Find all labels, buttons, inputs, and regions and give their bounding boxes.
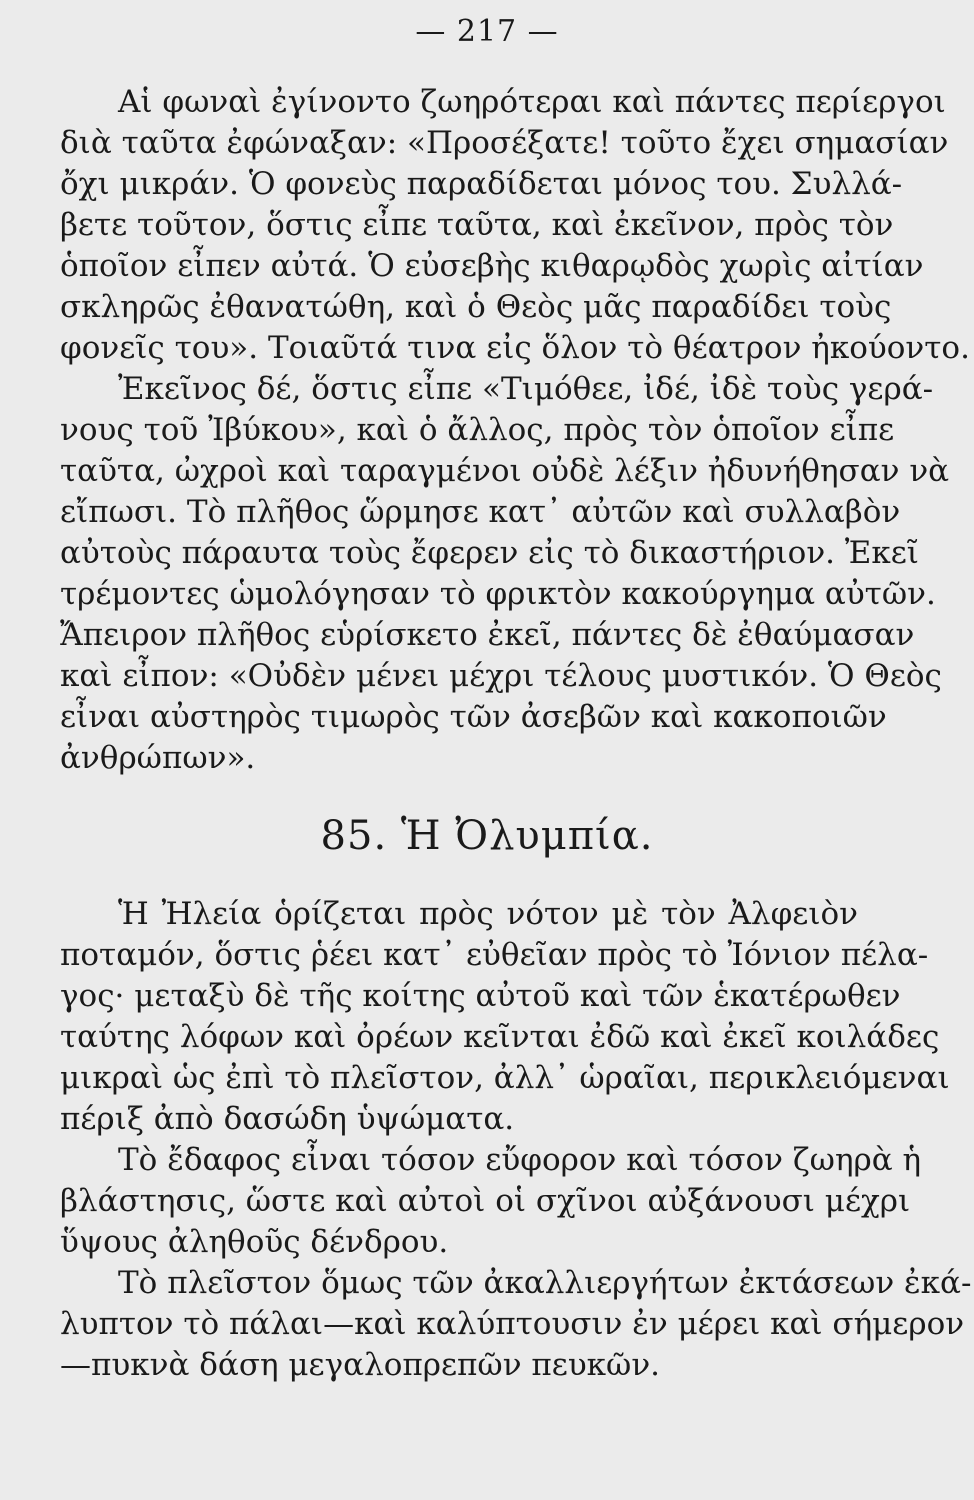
text-line: ὄχι μικράν. Ὁ φονεὺς παραδίδεται μόνος του. Συλλά- [60, 166, 903, 202]
text-line: Ἐκεῖνος δέ, ὅστις εἶπε «Τιμόθεε, ἰδέ, ἰδὲ τοὺς γερά- [118, 371, 934, 407]
text-line: —πυκνὰ δάση μεγαλοπρεπῶν πευκῶν. [60, 1347, 661, 1383]
text-line: φονεῖς του». Τοιαῦτά τινα εἰς ὅλον τὸ θέατρον ἠκούοντο. [60, 330, 970, 366]
text-line: Ἡ Ἠλεία ὁρίζεται πρὸς νότον μὲ τὸν Ἀλφειὸν [118, 896, 858, 932]
text-line: λυπτον τὸ πάλαι—καὶ καλύπτουσιν ἐν μέρει καὶ σήμερον [60, 1306, 965, 1342]
text-line: νους τοῦ Ἰβύκου», καὶ ὁ ἄλλος, πρὸς τὸν ὁποῖον εἶπε [60, 412, 895, 448]
text-line: διὰ ταῦτα ἐφώναξαν: «Προσέξατε! τοῦτο ἔχει σημασίαν [60, 125, 949, 161]
text-line: γος· μεταξὺ δὲ τῆς κοίτης αὐτοῦ καὶ τῶν ἑκατέρωθεν [60, 978, 901, 1014]
text-line: ποταμόν, ὅστις ῥέει κατ᾽ εὐθεῖαν πρὸς τὸ Ἰόνιον πέλα- [60, 937, 929, 973]
page-number: — 217 — [415, 14, 559, 49]
section-heading: 85. Ἡ Ὀλυμπία. [320, 813, 654, 859]
text-line: Τὸ ἔδαφος εἶναι τόσον εὔφορον καὶ τόσον ζωηρὰ ἡ [118, 1142, 922, 1178]
text-line: βλάστησις, ὥστε καὶ αὐτοὶ οἱ σχῖνοι αὐξάνουσι μέχρι [60, 1183, 911, 1219]
text-line: αὐτοὺς πάραυτα τοὺς ἔφερεν εἰς τὸ δικαστήριον. Ἐκεῖ [60, 535, 919, 571]
text-line: Αἱ φωναὶ ἐγίνοντο ζωηρότεραι καὶ πάντες περίεργοι [118, 84, 946, 120]
text-line: εἴπωσι. Τὸ πλῆθος ὥρμησε κατ᾽ αὐτῶν καὶ συλλαβὸν [60, 494, 901, 530]
text-line: Ἄπειρον πλῆθος εὑρίσκετο ἐκεῖ, πάντες δὲ ἐθαύμασαν [60, 617, 915, 653]
text-line: ὕψους ἀληθοῦς δένδρου. [60, 1224, 449, 1260]
paragraph-continuation [60, 82, 970, 779]
text-line: βετε τοῦτον, ὅστις εἶπε ταῦτα, καὶ ἐκεῖνον, πρὸς τὸν [60, 207, 894, 243]
text-line: ἀνθρώπων». [60, 740, 256, 776]
text-line: καὶ εἶπον: «Οὐδὲν μένει μέχρι τέλους μυστικόν. Ὁ Θεὸς [60, 658, 942, 694]
text-line: ταύτης λόφων καὶ ὀρέων κεῖνται ἐδῶ καὶ ἐκεῖ κοιλάδες [60, 1019, 940, 1055]
paragraph-olympia [60, 894, 972, 1386]
text-line: ταῦτα, ὠχροὶ καὶ ταραγμένοι οὐδὲ λέξιν ἠδυνήθησαν νὰ [60, 453, 950, 489]
text-line: ὁποῖον εἶπεν αὐτά. Ὁ εὐσεβὴς κιθαρῳδὸς χωρὶς αἰτίαν [60, 248, 924, 284]
text-line: τρέμοντες ὡμολόγησαν τὸ φρικτὸν κακούργημα αὐτῶν. [60, 576, 936, 612]
text-line: εἶναι αὐστηρὸς τιμωρὸς τῶν ἀσεβῶν καὶ κακοποιῶν [60, 699, 887, 735]
text-line: πέριξ ἀπὸ δασώδη ὑψώματα. [60, 1101, 515, 1137]
text-line: Τὸ πλεῖστον ὅμως τῶν ἀκαλλιεργήτων ἐκτάσεων ἐκά- [118, 1265, 972, 1301]
text-line: σκληρῶς ἐθανατώθη, καὶ ὁ Θεὸς μᾶς παραδίδει τοὺς [60, 289, 892, 325]
text-line: μικραὶ ὡς ἐπὶ τὸ πλεῖστον, ἀλλ᾽ ὡραῖαι, περικλειόμεναι [60, 1060, 950, 1096]
